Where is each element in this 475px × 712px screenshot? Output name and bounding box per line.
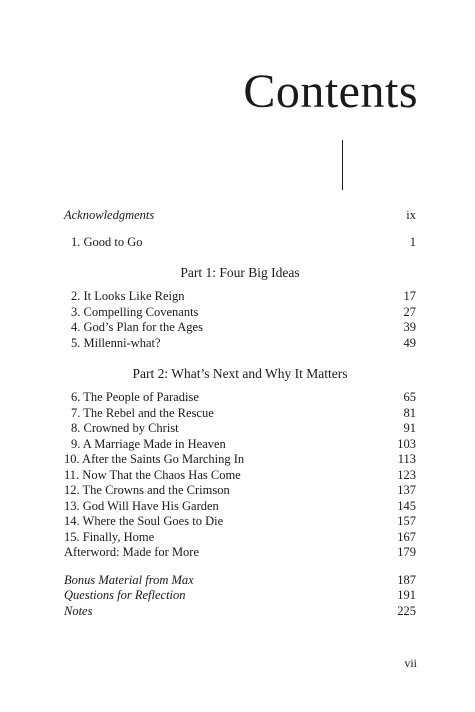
toc-entry-page: 39 xyxy=(403,320,416,334)
toc-entry-label: Questions for Reflection xyxy=(64,588,186,602)
toc-entry-page: 191 xyxy=(397,588,416,602)
toc-entry-label: 1. Good to Go xyxy=(71,234,143,249)
toc-entry[interactable] xyxy=(64,468,416,484)
toc-entry-label: 11. Now That the Chaos Has Come xyxy=(64,467,241,482)
toc-entry[interactable] xyxy=(64,406,416,422)
toc-entry-label: Bonus Material from Max xyxy=(64,572,194,587)
toc-entry-label: 3. Compelling Covenants xyxy=(71,304,199,319)
toc-entry-page: 123 xyxy=(397,467,416,482)
toc-entry-label: 10. After the Saints Go Marching In xyxy=(64,452,245,466)
toc-entry[interactable] xyxy=(64,289,416,305)
toc-entry-page: 179 xyxy=(397,545,416,559)
toc-entry[interactable] xyxy=(64,573,416,589)
toc-entry-page: 65 xyxy=(403,390,416,404)
toc-entry[interactable] xyxy=(64,235,416,251)
toc-entry-page: 17 xyxy=(403,289,416,303)
toc-entry[interactable] xyxy=(64,390,416,406)
toc-entry-label: 5. Millenni-what? xyxy=(71,335,161,350)
part-heading: Part 2: What’s Next and Why It Matters xyxy=(132,366,348,381)
toc-entry-page: 49 xyxy=(403,335,416,350)
toc-entry[interactable] xyxy=(64,483,416,499)
toc-entry-page: 27 xyxy=(403,304,416,319)
toc-entry-label: 6. The People of Paradise xyxy=(71,390,199,404)
toc-entry[interactable] xyxy=(64,208,416,224)
toc-entry[interactable] xyxy=(64,499,416,515)
part-heading: Part 1: Four Big Ideas xyxy=(180,265,300,280)
toc-entry[interactable] xyxy=(64,336,416,352)
toc-entry-page: 81 xyxy=(403,405,416,420)
toc-entry-label: Afterword: Made for More xyxy=(64,545,200,559)
toc-entry-label: 2. It Looks Like Reign xyxy=(71,289,185,303)
toc-entry-label: 15. Finally, Home xyxy=(64,529,155,544)
toc-entry-label: 7. The Rebel and the Rescue xyxy=(71,405,214,420)
toc-entry[interactable] xyxy=(64,514,416,530)
toc-entry-label: 13. God Will Have His Garden xyxy=(64,498,219,513)
toc-entry-page: 1 xyxy=(409,234,416,249)
toc-entry-label: 8. Crowned by Christ xyxy=(71,421,179,435)
toc-entry-label: Notes xyxy=(64,603,93,618)
toc-entry-page: 145 xyxy=(397,498,416,513)
toc-entry[interactable] xyxy=(64,320,416,336)
table-of-contents xyxy=(64,208,416,619)
toc-entry[interactable] xyxy=(64,545,416,561)
page-number: vii xyxy=(404,656,417,670)
toc-entry[interactable] xyxy=(64,452,416,468)
toc-entry[interactable] xyxy=(64,604,416,620)
toc-entry-page: 225 xyxy=(397,603,416,618)
toc-entry[interactable] xyxy=(64,421,416,437)
toc-entry-label: 14. Where the Soul Goes to Die xyxy=(64,514,224,528)
toc-entry-page: 137 xyxy=(397,483,416,497)
toc-entry-page: 113 xyxy=(397,452,416,466)
toc-entry[interactable] xyxy=(64,588,416,604)
toc-entry-label: 12. The Crowns and the Crimson xyxy=(64,483,230,497)
toc-entry-label: 9. A Marriage Made in Heaven xyxy=(71,436,226,451)
toc-entry[interactable] xyxy=(64,530,416,546)
vertical-rule xyxy=(342,140,343,190)
toc-entry[interactable] xyxy=(64,305,416,321)
toc-entry-page: 187 xyxy=(397,572,416,587)
toc-entry-page: ix xyxy=(406,208,416,222)
toc-entry-page: 91 xyxy=(403,421,416,435)
toc-entry-page: 167 xyxy=(397,529,416,544)
toc-entry-label: Acknowledgments xyxy=(64,208,155,222)
page-title: Contents xyxy=(243,65,418,118)
toc-entry-page: 157 xyxy=(397,514,416,528)
toc-entry-page: 103 xyxy=(397,436,416,451)
toc-entry-label: 4. God’s Plan for the Ages xyxy=(71,320,203,334)
toc-entry[interactable] xyxy=(64,437,416,453)
